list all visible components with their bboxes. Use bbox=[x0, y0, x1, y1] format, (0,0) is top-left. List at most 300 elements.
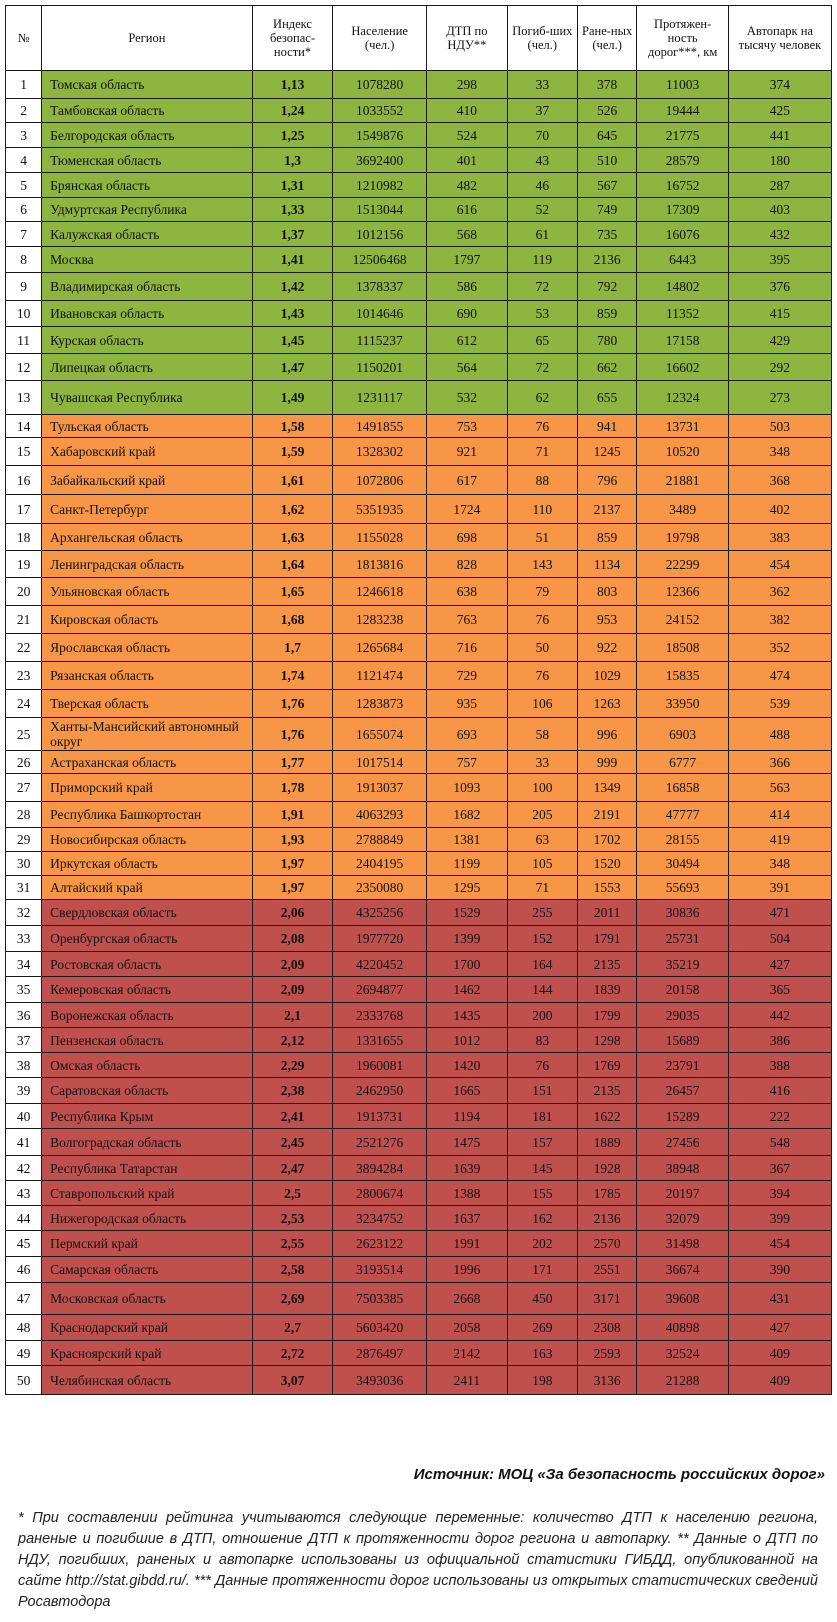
killed-count-cell: 50 bbox=[507, 634, 577, 662]
road-length-cell: 30494 bbox=[637, 852, 728, 876]
safety-index-cell: 1,42 bbox=[252, 273, 333, 301]
injured-count-cell: 2551 bbox=[577, 1257, 637, 1283]
population-cell: 1115237 bbox=[333, 327, 427, 354]
region-name-cell: Калужская область bbox=[42, 222, 252, 247]
injured-count-cell: 2137 bbox=[577, 495, 637, 524]
safety-index-cell: 1,63 bbox=[252, 524, 333, 551]
region-name-cell: Томская область bbox=[42, 71, 252, 99]
car-park-cell: 419 bbox=[728, 828, 831, 852]
road-length-cell: 22299 bbox=[637, 551, 728, 578]
population-cell: 4063293 bbox=[333, 802, 427, 828]
killed-count-cell: 202 bbox=[507, 1231, 577, 1257]
col-index-header: Индекс безопас-ности* bbox=[252, 6, 333, 71]
row-number-cell: 44 bbox=[6, 1206, 42, 1231]
population-cell: 1210982 bbox=[333, 173, 427, 198]
region-name-cell: Тверская область bbox=[42, 690, 252, 718]
dtp-count-cell: 698 bbox=[426, 524, 507, 551]
dtp-count-cell: 921 bbox=[426, 438, 507, 466]
table-row bbox=[6, 222, 832, 247]
safety-index-cell: 1,31 bbox=[252, 173, 333, 198]
population-cell: 3234752 bbox=[333, 1206, 427, 1231]
table-row bbox=[6, 1315, 832, 1341]
injured-count-cell: 1298 bbox=[577, 1028, 637, 1053]
car-park-cell: 442 bbox=[728, 1003, 831, 1028]
injured-count-cell: 1702 bbox=[577, 828, 637, 852]
population-cell: 1913037 bbox=[333, 774, 427, 802]
road-length-cell: 18508 bbox=[637, 634, 728, 662]
table-row bbox=[6, 327, 832, 354]
road-length-cell: 6443 bbox=[637, 247, 728, 273]
killed-count-cell: 65 bbox=[507, 327, 577, 354]
road-length-cell: 40898 bbox=[637, 1315, 728, 1341]
row-number-cell: 2 bbox=[6, 99, 42, 123]
safety-index-cell: 2,09 bbox=[252, 952, 333, 977]
safety-index-cell: 1,62 bbox=[252, 495, 333, 524]
table-row bbox=[6, 774, 832, 802]
killed-count-cell: 70 bbox=[507, 123, 577, 148]
killed-count-cell: 119 bbox=[507, 247, 577, 273]
row-number-cell: 18 bbox=[6, 524, 42, 551]
table-row bbox=[6, 71, 832, 99]
injured-count-cell: 2191 bbox=[577, 802, 637, 828]
population-cell: 1014646 bbox=[333, 301, 427, 327]
car-park-cell: 429 bbox=[728, 327, 831, 354]
road-length-cell: 6777 bbox=[637, 751, 728, 774]
injured-count-cell: 735 bbox=[577, 222, 637, 247]
road-length-cell: 16858 bbox=[637, 774, 728, 802]
dtp-count-cell: 753 bbox=[426, 415, 507, 438]
table-row bbox=[6, 876, 832, 900]
injured-count-cell: 2136 bbox=[577, 1206, 637, 1231]
safety-index-cell: 1,93 bbox=[252, 828, 333, 852]
row-number-cell: 27 bbox=[6, 774, 42, 802]
population-cell: 2404195 bbox=[333, 852, 427, 876]
table-row bbox=[6, 1341, 832, 1366]
row-number-cell: 48 bbox=[6, 1315, 42, 1341]
safety-index-cell: 2,09 bbox=[252, 977, 333, 1003]
road-length-cell: 24152 bbox=[637, 606, 728, 634]
safety-index-cell: 1,76 bbox=[252, 718, 333, 751]
dtp-count-cell: 1682 bbox=[426, 802, 507, 828]
table-row bbox=[6, 952, 832, 977]
injured-count-cell: 2011 bbox=[577, 900, 637, 926]
car-park-cell: 374 bbox=[728, 71, 831, 99]
population-cell: 12506468 bbox=[333, 247, 427, 273]
col-population-header: Население (чел.) bbox=[333, 6, 427, 71]
rating-sheet bbox=[5, 5, 832, 1395]
population-cell: 4220452 bbox=[333, 952, 427, 977]
region-name-cell: Оренбургская область bbox=[42, 926, 252, 952]
population-cell: 1655074 bbox=[333, 718, 427, 751]
injured-count-cell: 1263 bbox=[577, 690, 637, 718]
killed-count-cell: 71 bbox=[507, 438, 577, 466]
row-number-cell: 34 bbox=[6, 952, 42, 977]
row-number-cell: 46 bbox=[6, 1257, 42, 1283]
dtp-count-cell: 716 bbox=[426, 634, 507, 662]
row-number-cell: 50 bbox=[6, 1366, 42, 1395]
safety-index-cell: 1,91 bbox=[252, 802, 333, 828]
killed-count-cell: 76 bbox=[507, 1053, 577, 1078]
injured-count-cell: 1029 bbox=[577, 662, 637, 690]
population-cell: 1283873 bbox=[333, 690, 427, 718]
car-park-cell: 376 bbox=[728, 273, 831, 301]
road-length-cell: 15289 bbox=[637, 1104, 728, 1129]
safety-index-cell: 1,59 bbox=[252, 438, 333, 466]
dtp-count-cell: 1435 bbox=[426, 1003, 507, 1028]
row-number-cell: 41 bbox=[6, 1129, 42, 1156]
safety-index-cell: 2,45 bbox=[252, 1129, 333, 1156]
table-row bbox=[6, 718, 832, 751]
region-name-cell: Хабаровский край bbox=[42, 438, 252, 466]
table-row bbox=[6, 1053, 832, 1078]
population-cell: 1078280 bbox=[333, 71, 427, 99]
table-row bbox=[6, 123, 832, 148]
table-body bbox=[6, 71, 832, 1395]
population-cell: 1246618 bbox=[333, 578, 427, 606]
road-length-cell: 11352 bbox=[637, 301, 728, 327]
injured-count-cell: 662 bbox=[577, 354, 637, 381]
car-park-cell: 368 bbox=[728, 466, 831, 495]
injured-count-cell: 2570 bbox=[577, 1231, 637, 1257]
road-length-cell: 23791 bbox=[637, 1053, 728, 1078]
population-cell: 1012156 bbox=[333, 222, 427, 247]
car-park-cell: 403 bbox=[728, 198, 831, 222]
table-row bbox=[6, 828, 832, 852]
road-length-cell: 6903 bbox=[637, 718, 728, 751]
table-row bbox=[6, 495, 832, 524]
road-length-cell: 32079 bbox=[637, 1206, 728, 1231]
killed-count-cell: 72 bbox=[507, 354, 577, 381]
car-park-cell: 416 bbox=[728, 1078, 831, 1104]
dtp-count-cell: 1797 bbox=[426, 247, 507, 273]
region-name-cell: Республика Башкортостан bbox=[42, 802, 252, 828]
killed-count-cell: 88 bbox=[507, 466, 577, 495]
car-park-cell: 180 bbox=[728, 148, 831, 173]
region-name-cell: Республика Крым bbox=[42, 1104, 252, 1129]
killed-count-cell: 100 bbox=[507, 774, 577, 802]
car-park-cell: 402 bbox=[728, 495, 831, 524]
population-cell: 2694877 bbox=[333, 977, 427, 1003]
injured-count-cell: 526 bbox=[577, 99, 637, 123]
dtp-count-cell: 1012 bbox=[426, 1028, 507, 1053]
region-name-cell: Курская область bbox=[42, 327, 252, 354]
car-park-cell: 425 bbox=[728, 99, 831, 123]
killed-count-cell: 198 bbox=[507, 1366, 577, 1395]
safety-index-cell: 1,45 bbox=[252, 327, 333, 354]
killed-count-cell: 52 bbox=[507, 198, 577, 222]
safety-index-cell: 1,47 bbox=[252, 354, 333, 381]
region-name-cell: Архангельская область bbox=[42, 524, 252, 551]
table-row bbox=[6, 926, 832, 952]
car-park-cell: 432 bbox=[728, 222, 831, 247]
road-length-cell: 35219 bbox=[637, 952, 728, 977]
population-cell: 3692400 bbox=[333, 148, 427, 173]
car-park-cell: 366 bbox=[728, 751, 831, 774]
injured-count-cell: 645 bbox=[577, 123, 637, 148]
dtp-count-cell: 1529 bbox=[426, 900, 507, 926]
car-park-cell: 471 bbox=[728, 900, 831, 926]
injured-count-cell: 1134 bbox=[577, 551, 637, 578]
population-cell: 1913731 bbox=[333, 1104, 427, 1129]
killed-count-cell: 63 bbox=[507, 828, 577, 852]
dtp-count-cell: 935 bbox=[426, 690, 507, 718]
car-park-cell: 563 bbox=[728, 774, 831, 802]
road-length-cell: 39608 bbox=[637, 1283, 728, 1315]
car-park-cell: 222 bbox=[728, 1104, 831, 1129]
region-name-cell: Алтайский край bbox=[42, 876, 252, 900]
car-park-cell: 348 bbox=[728, 852, 831, 876]
dtp-count-cell: 1724 bbox=[426, 495, 507, 524]
region-name-cell: Тамбовская область bbox=[42, 99, 252, 123]
safety-index-cell: 2,38 bbox=[252, 1078, 333, 1104]
table-row bbox=[6, 551, 832, 578]
safety-index-cell: 1,41 bbox=[252, 247, 333, 273]
killed-count-cell: 53 bbox=[507, 301, 577, 327]
car-park-cell: 504 bbox=[728, 926, 831, 952]
population-cell: 1378337 bbox=[333, 273, 427, 301]
injured-count-cell: 1553 bbox=[577, 876, 637, 900]
population-cell: 2876497 bbox=[333, 1341, 427, 1366]
dtp-count-cell: 729 bbox=[426, 662, 507, 690]
row-number-cell: 37 bbox=[6, 1028, 42, 1053]
table-row bbox=[6, 634, 832, 662]
population-cell: 1331655 bbox=[333, 1028, 427, 1053]
killed-count-cell: 76 bbox=[507, 415, 577, 438]
population-cell: 1813816 bbox=[333, 551, 427, 578]
road-length-cell: 29035 bbox=[637, 1003, 728, 1028]
road-length-cell: 47777 bbox=[637, 802, 728, 828]
injured-count-cell: 3136 bbox=[577, 1366, 637, 1395]
injured-count-cell: 796 bbox=[577, 466, 637, 495]
row-number-cell: 4 bbox=[6, 148, 42, 173]
safety-index-cell: 1,77 bbox=[252, 751, 333, 774]
table-row bbox=[6, 751, 832, 774]
region-name-cell: Белгородская область bbox=[42, 123, 252, 148]
road-length-cell: 17309 bbox=[637, 198, 728, 222]
road-length-cell: 38948 bbox=[637, 1156, 728, 1181]
table-row bbox=[6, 148, 832, 173]
safety-index-cell: 1,43 bbox=[252, 301, 333, 327]
row-number-cell: 35 bbox=[6, 977, 42, 1003]
region-name-cell: Владимирская область bbox=[42, 273, 252, 301]
row-number-cell: 40 bbox=[6, 1104, 42, 1129]
dtp-count-cell: 1639 bbox=[426, 1156, 507, 1181]
road-length-cell: 21288 bbox=[637, 1366, 728, 1395]
row-number-cell: 38 bbox=[6, 1053, 42, 1078]
car-park-cell: 414 bbox=[728, 802, 831, 828]
injured-count-cell: 2136 bbox=[577, 247, 637, 273]
col-region-header: Регион bbox=[42, 6, 252, 71]
row-number-cell: 49 bbox=[6, 1341, 42, 1366]
row-number-cell: 43 bbox=[6, 1181, 42, 1206]
killed-count-cell: 76 bbox=[507, 662, 577, 690]
region-name-cell: Самарская область bbox=[42, 1257, 252, 1283]
killed-count-cell: 450 bbox=[507, 1283, 577, 1315]
safety-index-cell: 1,68 bbox=[252, 606, 333, 634]
dtp-count-cell: 298 bbox=[426, 71, 507, 99]
population-cell: 1155028 bbox=[333, 524, 427, 551]
population-cell: 2521276 bbox=[333, 1129, 427, 1156]
population-cell: 2623122 bbox=[333, 1231, 427, 1257]
killed-count-cell: 79 bbox=[507, 578, 577, 606]
dtp-count-cell: 532 bbox=[426, 381, 507, 415]
safety-index-cell: 2,08 bbox=[252, 926, 333, 952]
region-name-cell: Ульяновская область bbox=[42, 578, 252, 606]
table-row bbox=[6, 1129, 832, 1156]
road-length-cell: 36674 bbox=[637, 1257, 728, 1283]
injured-count-cell: 1245 bbox=[577, 438, 637, 466]
killed-count-cell: 157 bbox=[507, 1129, 577, 1156]
road-length-cell: 21775 bbox=[637, 123, 728, 148]
row-number-cell: 1 bbox=[6, 71, 42, 99]
road-length-cell: 15835 bbox=[637, 662, 728, 690]
table-row bbox=[6, 301, 832, 327]
safety-index-cell: 2,29 bbox=[252, 1053, 333, 1078]
car-park-cell: 415 bbox=[728, 301, 831, 327]
safety-index-cell: 1,74 bbox=[252, 662, 333, 690]
dtp-count-cell: 2411 bbox=[426, 1366, 507, 1395]
injured-count-cell: 3171 bbox=[577, 1283, 637, 1315]
region-name-cell: Саратовская область bbox=[42, 1078, 252, 1104]
dtp-count-cell: 1093 bbox=[426, 774, 507, 802]
table-row bbox=[6, 977, 832, 1003]
injured-count-cell: 1889 bbox=[577, 1129, 637, 1156]
table-row bbox=[6, 1078, 832, 1104]
table-row bbox=[6, 466, 832, 495]
killed-count-cell: 171 bbox=[507, 1257, 577, 1283]
killed-count-cell: 58 bbox=[507, 718, 577, 751]
region-name-cell: Тульская область bbox=[42, 415, 252, 438]
killed-count-cell: 163 bbox=[507, 1341, 577, 1366]
row-number-cell: 17 bbox=[6, 495, 42, 524]
population-cell: 1072806 bbox=[333, 466, 427, 495]
safety-index-cell: 2,06 bbox=[252, 900, 333, 926]
table-row bbox=[6, 802, 832, 828]
population-cell: 2462950 bbox=[333, 1078, 427, 1104]
safety-index-cell: 2,53 bbox=[252, 1206, 333, 1231]
region-name-cell: Ханты-Мансийский автономный округ bbox=[42, 718, 252, 751]
injured-count-cell: 1769 bbox=[577, 1053, 637, 1078]
region-name-cell: Ленинградская область bbox=[42, 551, 252, 578]
injured-count-cell: 2308 bbox=[577, 1315, 637, 1341]
injured-count-cell: 803 bbox=[577, 578, 637, 606]
injured-count-cell: 2135 bbox=[577, 1078, 637, 1104]
safety-index-cell: 1,37 bbox=[252, 222, 333, 247]
dtp-count-cell: 1665 bbox=[426, 1078, 507, 1104]
row-number-cell: 14 bbox=[6, 415, 42, 438]
region-name-cell: Тюменская область bbox=[42, 148, 252, 173]
road-length-cell: 33950 bbox=[637, 690, 728, 718]
row-number-cell: 8 bbox=[6, 247, 42, 273]
road-length-cell: 20197 bbox=[637, 1181, 728, 1206]
injured-count-cell: 567 bbox=[577, 173, 637, 198]
injured-count-cell: 780 bbox=[577, 327, 637, 354]
source-caption: Источник: МОЦ «За безопасность российских дорог» bbox=[413, 1466, 825, 1483]
safety-index-cell: 1,65 bbox=[252, 578, 333, 606]
dtp-count-cell: 1475 bbox=[426, 1129, 507, 1156]
car-park-cell: 503 bbox=[728, 415, 831, 438]
safety-index-cell: 2,41 bbox=[252, 1104, 333, 1129]
region-name-cell: Свердловская область bbox=[42, 900, 252, 926]
car-park-cell: 390 bbox=[728, 1257, 831, 1283]
table-row bbox=[6, 198, 832, 222]
region-name-cell: Республика Татарстан bbox=[42, 1156, 252, 1181]
safety-index-cell: 1,97 bbox=[252, 852, 333, 876]
injured-count-cell: 859 bbox=[577, 524, 637, 551]
killed-count-cell: 37 bbox=[507, 99, 577, 123]
table-row bbox=[6, 1231, 832, 1257]
car-park-cell: 539 bbox=[728, 690, 831, 718]
road-length-cell: 15689 bbox=[637, 1028, 728, 1053]
region-name-cell: Волгоградская область bbox=[42, 1129, 252, 1156]
row-number-cell: 6 bbox=[6, 198, 42, 222]
injured-count-cell: 1520 bbox=[577, 852, 637, 876]
road-length-cell: 31498 bbox=[637, 1231, 728, 1257]
killed-count-cell: 181 bbox=[507, 1104, 577, 1129]
car-park-cell: 395 bbox=[728, 247, 831, 273]
killed-count-cell: 43 bbox=[507, 148, 577, 173]
dtp-count-cell: 1194 bbox=[426, 1104, 507, 1129]
dtp-count-cell: 1388 bbox=[426, 1181, 507, 1206]
row-number-cell: 28 bbox=[6, 802, 42, 828]
safety-index-cell: 3,07 bbox=[252, 1366, 333, 1395]
safety-rating-table bbox=[5, 5, 832, 1395]
car-park-cell: 287 bbox=[728, 173, 831, 198]
population-cell: 1549876 bbox=[333, 123, 427, 148]
row-number-cell: 15 bbox=[6, 438, 42, 466]
killed-count-cell: 110 bbox=[507, 495, 577, 524]
safety-index-cell: 1,97 bbox=[252, 876, 333, 900]
car-park-cell: 383 bbox=[728, 524, 831, 551]
row-number-cell: 20 bbox=[6, 578, 42, 606]
safety-index-cell: 1,61 bbox=[252, 466, 333, 495]
col-dtp-header: ДТП по НДУ** bbox=[426, 6, 507, 71]
road-length-cell: 10520 bbox=[637, 438, 728, 466]
row-number-cell: 7 bbox=[6, 222, 42, 247]
population-cell: 2333768 bbox=[333, 1003, 427, 1028]
injured-count-cell: 941 bbox=[577, 415, 637, 438]
region-name-cell: Пермский край bbox=[42, 1231, 252, 1257]
road-length-cell: 55693 bbox=[637, 876, 728, 900]
population-cell: 1231117 bbox=[333, 381, 427, 415]
population-cell: 2800674 bbox=[333, 1181, 427, 1206]
car-park-cell: 273 bbox=[728, 381, 831, 415]
dtp-count-cell: 638 bbox=[426, 578, 507, 606]
region-name-cell: Брянская область bbox=[42, 173, 252, 198]
car-park-cell: 431 bbox=[728, 1283, 831, 1315]
table-row bbox=[6, 1028, 832, 1053]
row-number-cell: 23 bbox=[6, 662, 42, 690]
population-cell: 1017514 bbox=[333, 751, 427, 774]
car-park-cell: 399 bbox=[728, 1206, 831, 1231]
killed-count-cell: 83 bbox=[507, 1028, 577, 1053]
dtp-count-cell: 1637 bbox=[426, 1206, 507, 1231]
dtp-count-cell: 1991 bbox=[426, 1231, 507, 1257]
dtp-count-cell: 2058 bbox=[426, 1315, 507, 1341]
safety-index-cell: 2,5 bbox=[252, 1181, 333, 1206]
car-park-cell: 365 bbox=[728, 977, 831, 1003]
table-row bbox=[6, 1283, 832, 1315]
region-name-cell: Московская область bbox=[42, 1283, 252, 1315]
injured-count-cell: 1785 bbox=[577, 1181, 637, 1206]
killed-count-cell: 164 bbox=[507, 952, 577, 977]
safety-index-cell: 1,58 bbox=[252, 415, 333, 438]
population-cell: 2350080 bbox=[333, 876, 427, 900]
region-name-cell: Санкт-Петербург bbox=[42, 495, 252, 524]
table-row bbox=[6, 381, 832, 415]
dtp-count-cell: 616 bbox=[426, 198, 507, 222]
population-cell: 4325256 bbox=[333, 900, 427, 926]
